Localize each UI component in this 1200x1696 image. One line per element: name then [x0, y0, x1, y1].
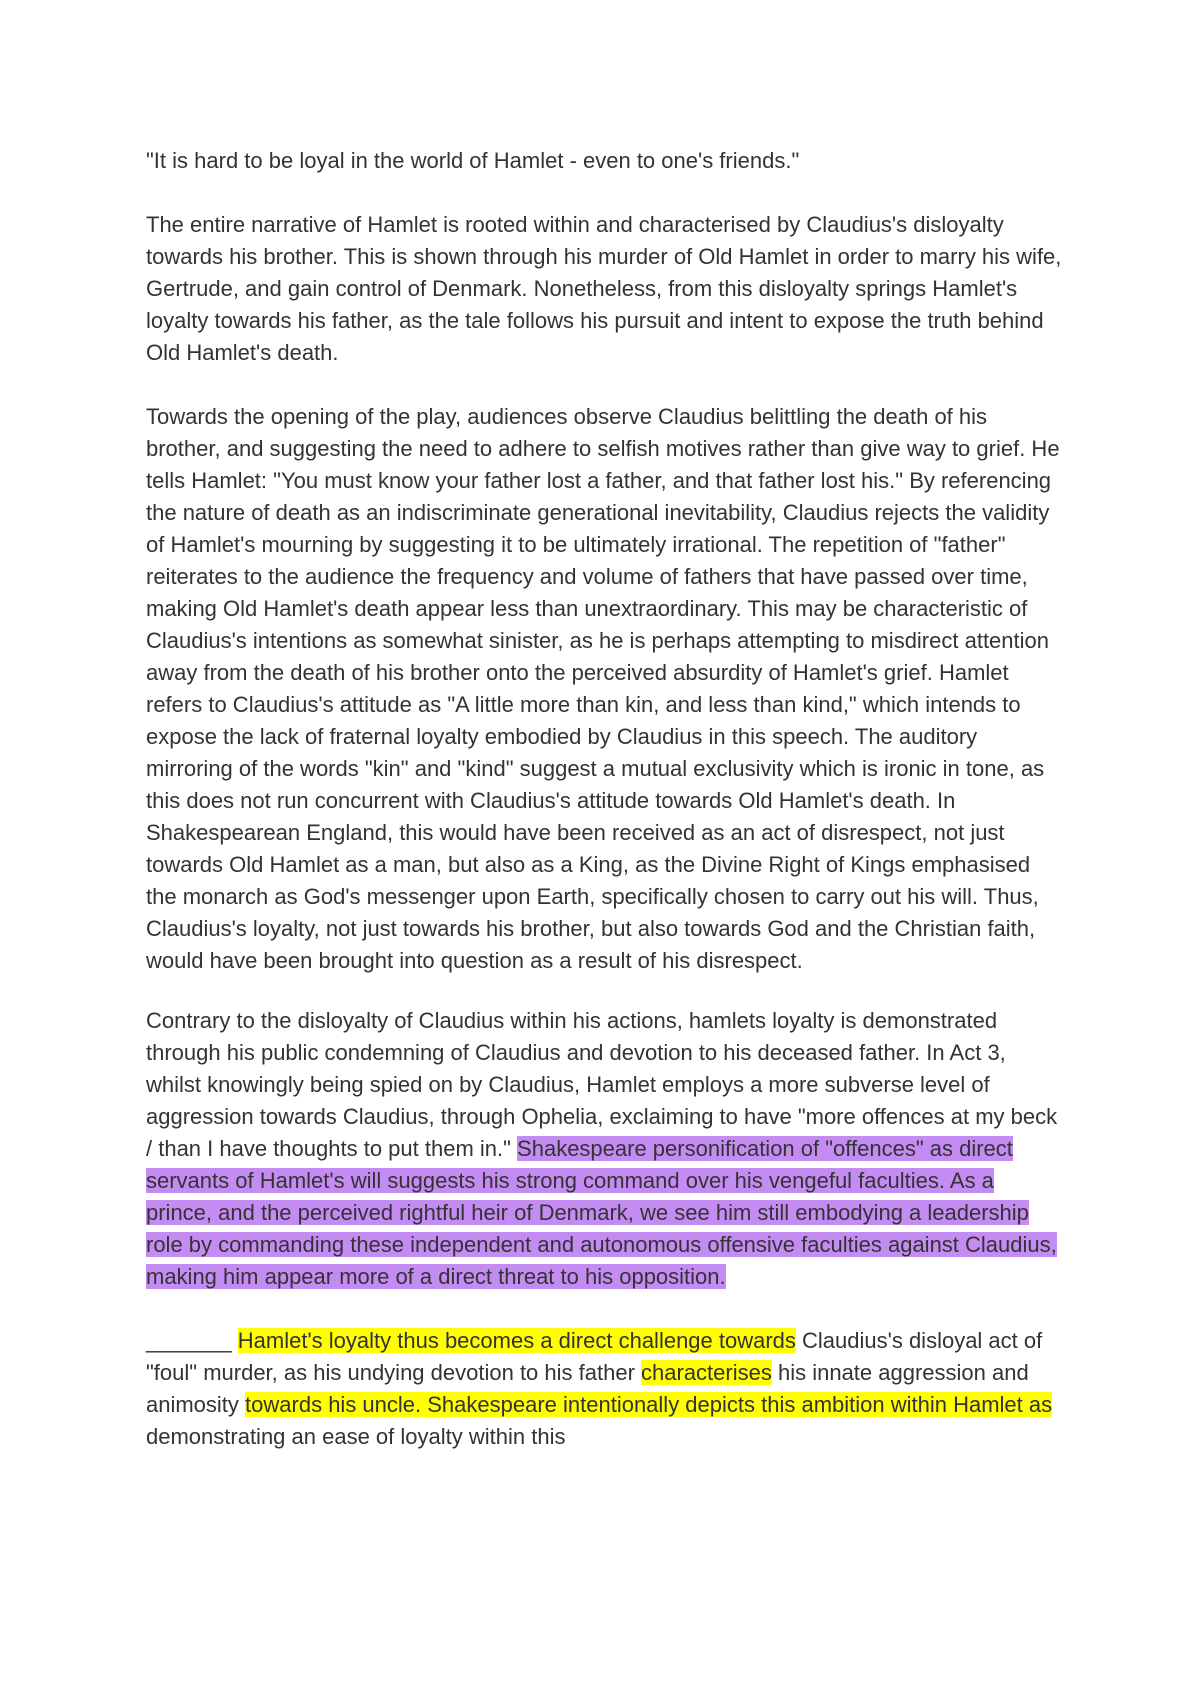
paragraph-spacer: [146, 369, 1066, 401]
paragraph-4-text-1: Claudius's disloyal act of "foul" murder, as his undying devotion to his father: [146, 1328, 1043, 1385]
paragraph-4-text-2: his innate aggression and animosity: [146, 1360, 1029, 1417]
paragraph-3-text: Contrary to the disloyalty of Claudius within his actions, hamlets loyalty is demonstrated through his public condemning of Claudius and devotion to his deceased father. In Act 3, whilst knowingly being spied on by Claudius, Hamlet employs a more subverse level of aggression towards Claudius, through Ophelia, exclaiming to have "more offences at my beck / than I have thoughts to put them in.": [146, 1008, 1058, 1161]
paragraph-4-space: [232, 1328, 238, 1353]
purple-highlighted-text: Shakespeare personification of "offences" as direct servants of Hamlet's will suggests his strong command over his vengeful faculties. As a prince, and the perceived rightful heir of Denmark, we see him still embodying a leadership role by commanding these independent and autonomous offensive faculties against Claudius, making him appear more of a direct threat to his opposition.: [146, 1136, 1057, 1289]
paragraph-1: The entire narrative of Hamlet is rooted within and characterised by Claudius's disloyalty towards his brother. This is shown through his murder of Old Hamlet in order to marry his wife, Gertrude, and gain control of Denmark. Nonetheless, from this disloyalty springs Hamlet's loyalty towards his father, as the tale follows his pursuit and intent to expose the truth behind Old Hamlet's death.: [146, 212, 1062, 365]
paragraph-spacer: [146, 1293, 1066, 1325]
blank-placeholder: _______: [146, 1328, 232, 1353]
document-page: [146, 145, 1066, 1453]
paragraph-spacer: [146, 977, 1066, 1005]
paragraph-3: [146, 1005, 1066, 1293]
yellow-highlight-1: Hamlet's loyalty thus becomes a direct challenge towards: [237, 1328, 796, 1353]
yellow-highlight-2: characterises: [641, 1360, 772, 1385]
paragraph-4: [146, 1325, 1066, 1453]
paragraph-spacer: [146, 177, 1066, 209]
title-quote: "It is hard to be loyal in the world of Hamlet - even to one's friends.": [146, 148, 800, 173]
paragraph-4-text-3: demonstrating an ease of loyalty within this: [146, 1424, 566, 1449]
paragraph-2: Towards the opening of the play, audiences observe Claudius belittling the death of his brother, and suggesting the need to adhere to selfish motives rather than give way to grief. He tells Hamlet: "You must know your father lost a father, and that father lost his." By referencing the nature of death as an indiscriminate generational inevitability, Claudius rejects the validity of Hamlet's mourning by suggesting it to be ultimately irrational. The repetition of "father" reiterates to the audience the frequency and volume of fathers that have passed over time, making Old Hamlet's death appear less than unextraordinary. This may be characteristic of Claudius's intentions as somewhat sinister, as he is perhaps attempting to misdirect attention away from the death of his brother onto the perceived absurdity of Hamlet's grief. Hamlet refers to Claudius's attitude as "A little more than kin, and less than kind," which intends to expose the lack of fraternal loyalty embodied by Claudius in this speech. The auditory mirroring of the words "kin" and "kind" suggest a mutual exclusivity which is ironic in tone, as this does not run concurrent with Claudius's attitude towards Old Hamlet's death. In Shakespearean England, this would have been received as an act of disrespect, not just towards Old Hamlet as a man, but also as a King, as the Divine Right of Kings emphasised the monarch as God's messenger upon Earth, specifically chosen to carry out his will. Thus, Claudius's loyalty, not just towards his brother, but also towards God and the Christian faith, would have been brought into question as a result of his disrespect.: [146, 404, 1060, 973]
yellow-highlight-3: towards his uncle. Shakespeare intentionally depicts this ambition within Hamlet as: [245, 1392, 1053, 1417]
